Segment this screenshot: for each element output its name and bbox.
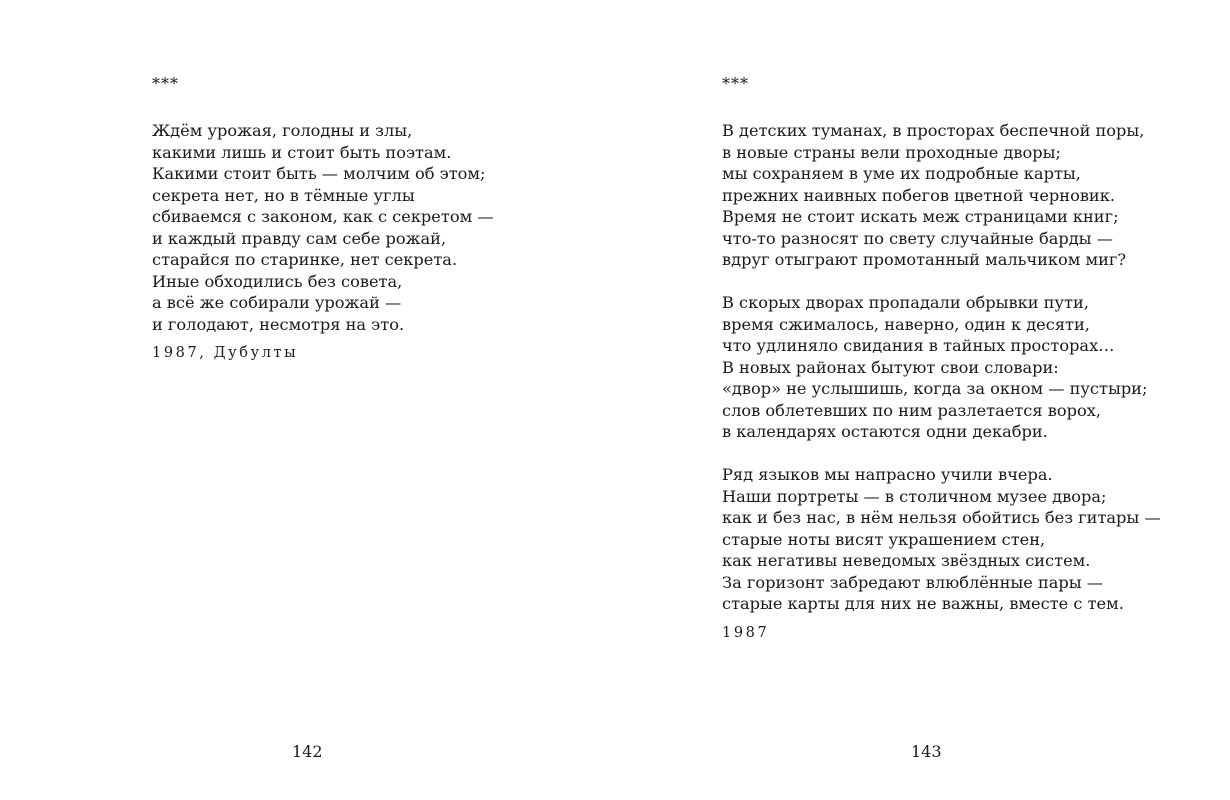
poem-line: старые ноты висят украшением стен, [722, 529, 1046, 549]
poem-line: и каждый правду сам себе рожай, [152, 228, 447, 248]
poem-line: старайся по старинке, нет секрета. [152, 250, 458, 269]
section-separator: *** [722, 74, 749, 93]
page-number: 142 [292, 742, 323, 761]
poem-line: Иные обходились без совета, [152, 271, 403, 291]
poem-line: как и без нас, в нём нельзя обойтись без гитары — [722, 508, 1161, 527]
poem [722, 120, 1161, 643]
poem-line: Время не стоит искать меж страницами книг; [722, 207, 1119, 226]
poem-line: сбиваемся с законом, как с секретом — [152, 207, 494, 226]
poem-line: За горизонт забредают влюблённые пары — [722, 572, 1104, 592]
poem-line: а всё же собирали урожай — [152, 293, 402, 312]
poem-dateline: 1987 [722, 624, 770, 641]
stanza [722, 292, 1161, 443]
page-number: 143 [911, 742, 942, 761]
poem-line: в новые страны вели проходные дворы; [722, 142, 1061, 162]
poem [152, 120, 494, 363]
poem-line: время сжималось, наверно, один к десяти, [722, 314, 1090, 334]
stanza [722, 120, 1161, 271]
poem-line: В детских туманах, в просторах беспечной поры, [722, 121, 1145, 140]
poem-line: что-то разносят по свету случайные барды — [722, 228, 1113, 248]
stanza [152, 120, 494, 335]
poem-line: прежних наивных побегов цветной черновик. [722, 185, 1115, 205]
poem-dateline: 1987, Дубулты [152, 345, 299, 361]
poem-line: Какими стоит быть — молчим об этом; [152, 164, 486, 183]
poem-line: В новых районах бытуют свои словари: [722, 357, 1059, 377]
poem-line: в календарях остаются одни декабри. [722, 422, 1048, 441]
poem-line: какими лишь и стоит быть поэтам. [152, 142, 452, 162]
poem-line: Ждём урожая, голодны и злы, [152, 121, 413, 140]
stanza [722, 464, 1161, 615]
right-page [615, 0, 1230, 800]
poem-line: старые карты для них не важны, вместе с тем. [722, 594, 1124, 613]
poem-line: как негативы неведомых звёздных систем. [722, 551, 1091, 570]
poem-line: секрета нет, но в тёмные углы [152, 185, 415, 205]
poem-line: В скорых дворах пропадали обрывки пути, [722, 293, 1089, 312]
poem-line: слов облетевших по ним разлетается ворох, [722, 400, 1101, 420]
poem-line: Наши портреты — в столичном музее двора; [722, 486, 1107, 506]
section-separator: *** [152, 74, 179, 93]
poem-line: мы сохраняем в уме их подробные карты, [722, 164, 1081, 183]
poem-line: вдруг отыграют промотанный мальчиком миг? [722, 250, 1127, 269]
poem-line: Ряд языков мы напрасно учили вчера. [722, 465, 1053, 484]
poem-line: «двор» не услышишь, когда за окном — пустыри; [722, 379, 1148, 398]
poem-line: что удлиняло свидания в тайных просторах… [722, 336, 1115, 355]
poem-line: и голодают, несмотря на это. [152, 314, 405, 334]
